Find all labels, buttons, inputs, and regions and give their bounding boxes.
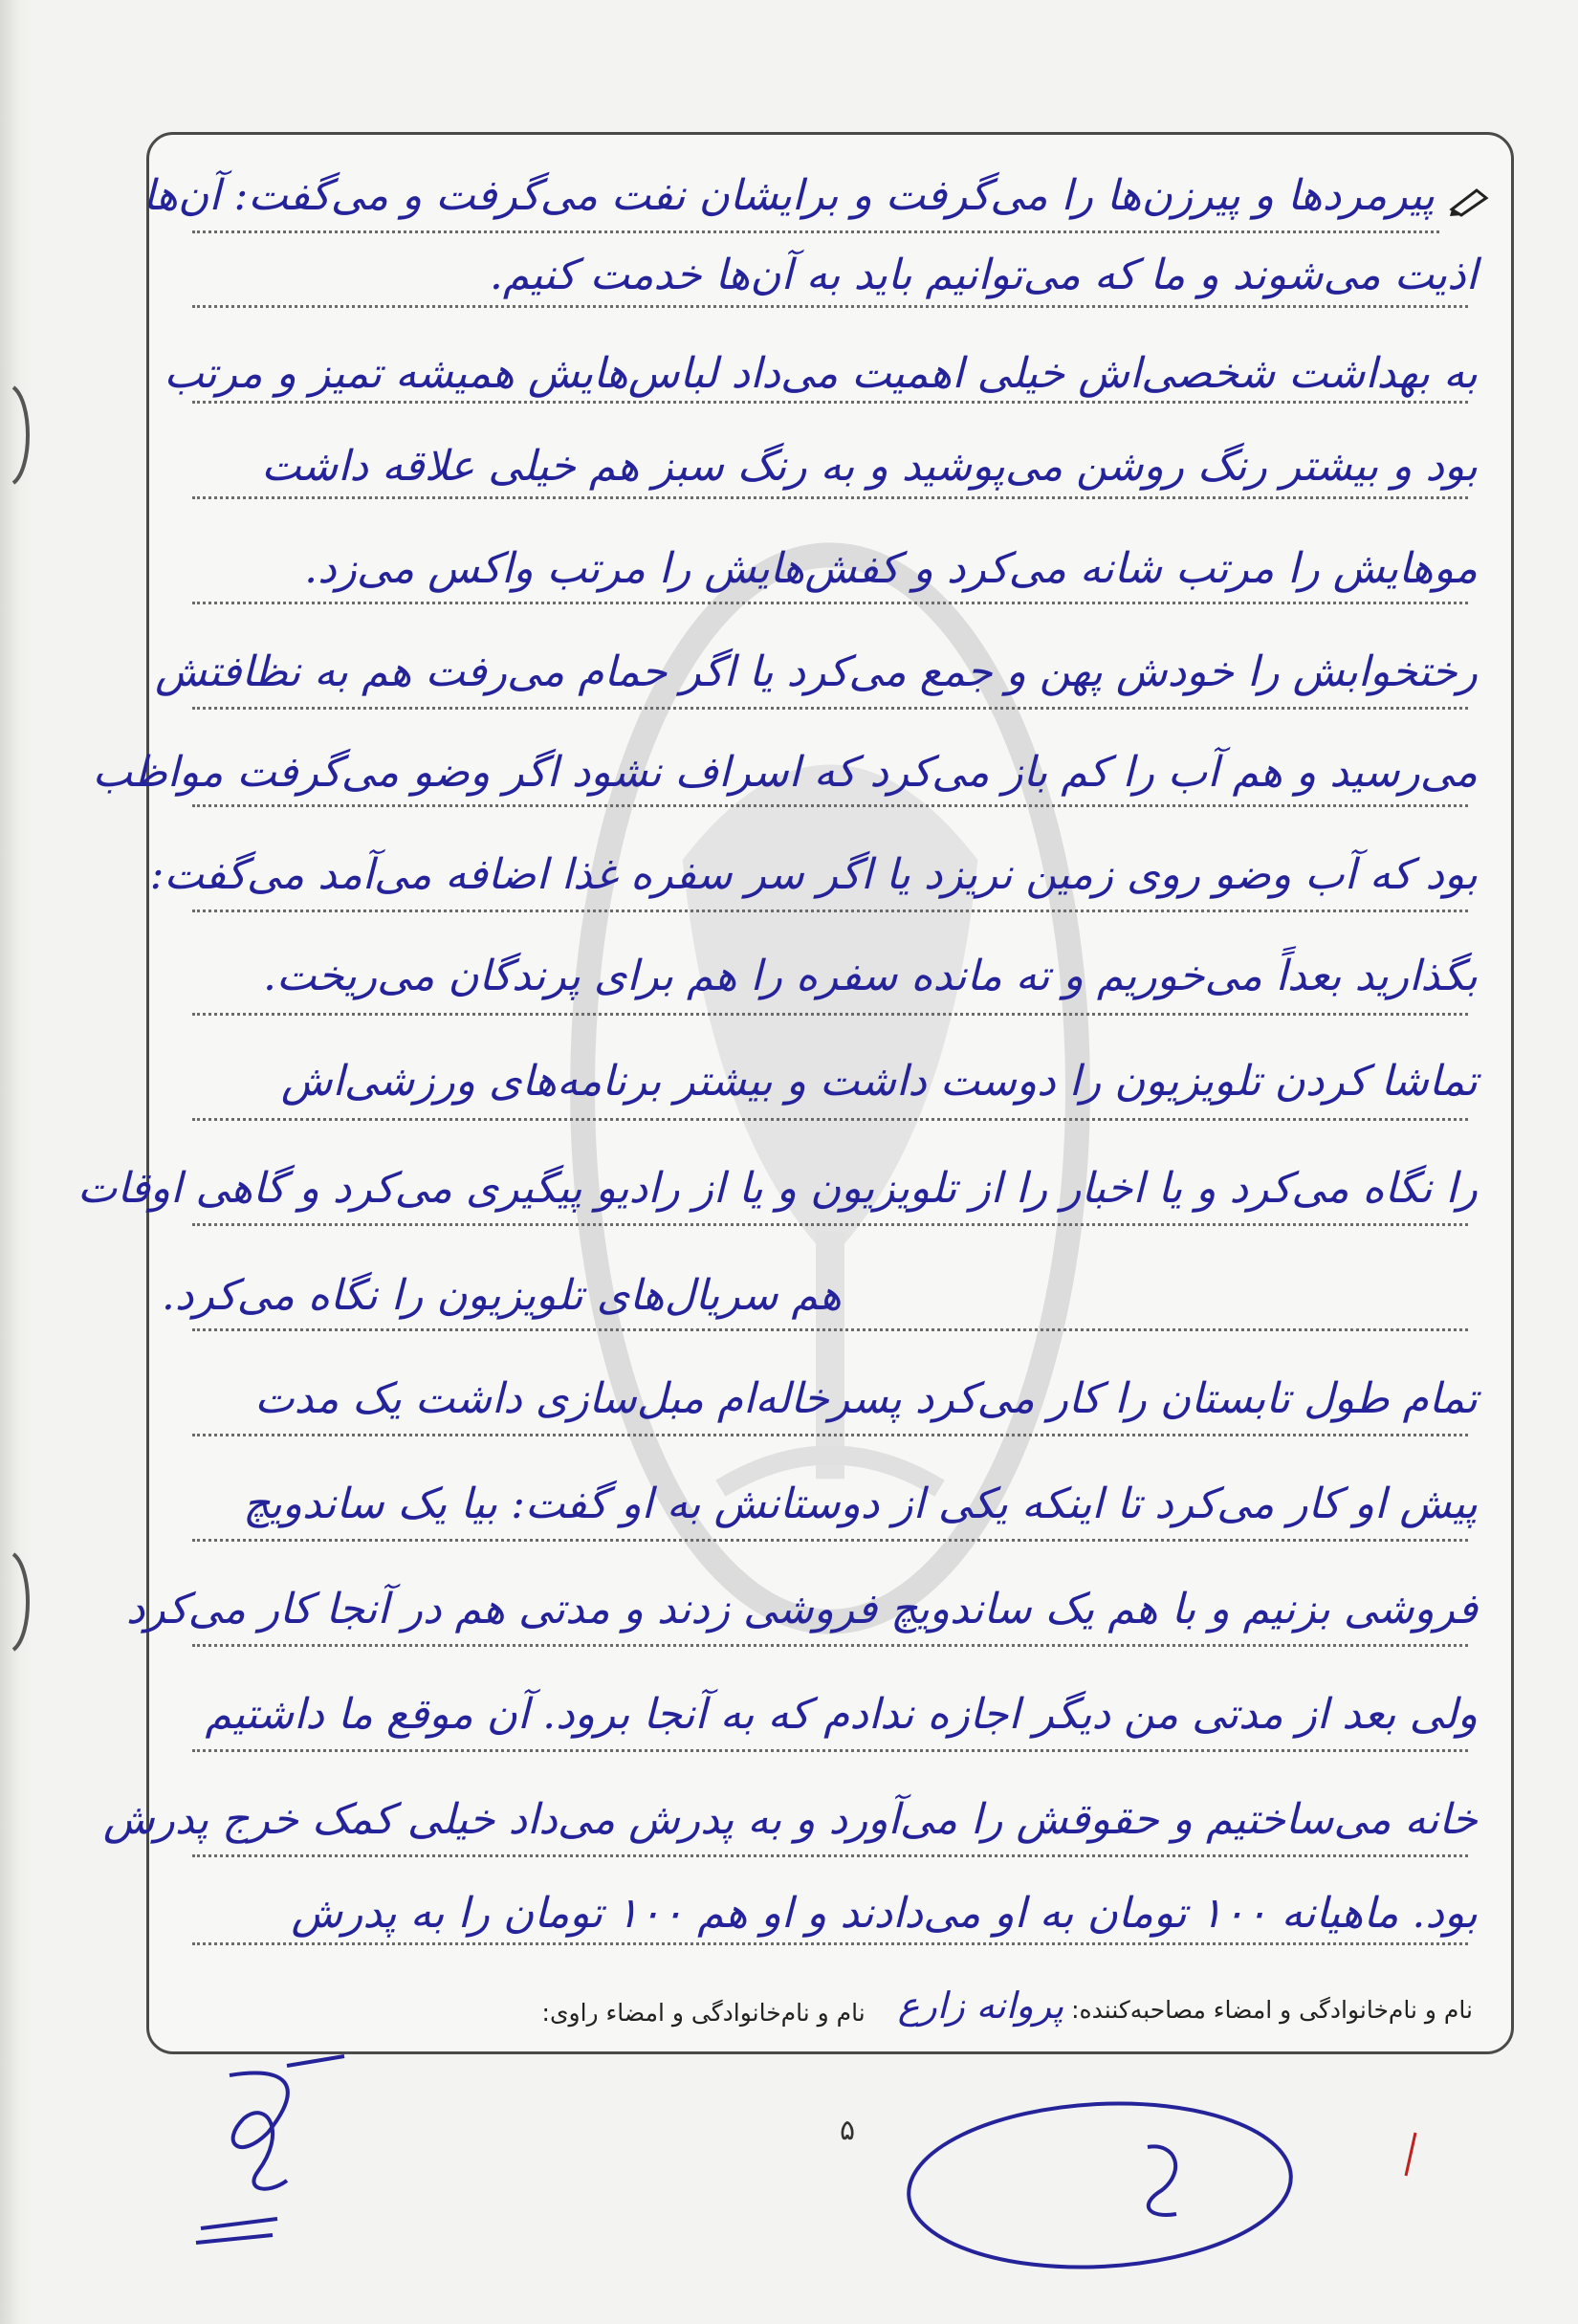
pencil-icon (1448, 185, 1492, 217)
handwritten-line: بگذارید بعداً می‌خوریم و ته مانده سفره را هم برای پرندگان می‌ریخت. (263, 952, 1478, 1000)
handwritten-line: به بهداشت شخصی‌اش خیلی اهمیت می‌داد لباس‌هایش همیشه تمیز و مرتب (164, 349, 1478, 398)
ruled-line (192, 1749, 1468, 1752)
ruled-line (192, 1854, 1468, 1857)
interviewer-label-text: نام و نام‌خانوادگی و امضاء مصاحبه‌کننده: (1071, 1996, 1473, 2024)
ruled-line (192, 1013, 1468, 1016)
staple-icon (8, 383, 36, 488)
handwritten-line: هم سریال‌های تلویزیون را نگاه می‌کرد. (161, 1271, 842, 1320)
handwritten-line: رختخوابش را خودش پهن و جمع می‌کرد یا اگر حمام می‌رفت هم به نظافتش (155, 647, 1478, 696)
handwritten-line: پیش او کار می‌کرد تا اینکه یکی از دوستانش به او گفت: بیا یک ساندویچ (243, 1480, 1478, 1528)
handwritten-line: موهایش را مرتب شانه می‌کرد و کفش‌هایش را مرتب واکس می‌زد. (304, 544, 1478, 593)
narrator-label: نام و نام‌خانوادگی و امضاء راوی: (541, 1999, 866, 2027)
page-number: ۵ (840, 2114, 856, 2147)
ruled-line (192, 230, 1439, 233)
ruled-line (192, 1539, 1468, 1542)
ruled-line (192, 1118, 1468, 1121)
handwritten-line: پیرمردها و پیرزن‌ها را می‌گرفت و برایشان نفت می‌گرفت و می‌گفت: آن‌ها (142, 171, 1435, 220)
ruled-line (192, 305, 1468, 308)
handwritten-line: بود. ماهیانه ۱۰۰ تومان به او می‌دادند و او هم ۱۰۰ تومان را به پدرش (291, 1889, 1478, 1938)
ruled-line (192, 401, 1468, 404)
signature-footer (187, 1960, 1473, 2027)
ruled-line (192, 1434, 1468, 1436)
handwritten-line: بود و بیشتر رنگ روشن می‌پوشید و به رنگ سبز هم خیلی علاقه داشت (261, 442, 1478, 491)
interviewer-name: پروانه زارع (897, 1984, 1064, 2027)
ruled-line (192, 910, 1468, 912)
handwritten-line: را نگاه می‌کرد و یا اخبار را از تلویزیون و یا از رادیو پیگیری می‌کرد و گاهی اوقات (77, 1164, 1478, 1213)
ruled-line (192, 496, 1468, 499)
ruled-line (192, 1328, 1468, 1331)
handwritten-line: بود که آب وضو روی زمین نریزد یا اگر سر سفره غذا اضافه می‌آمد می‌گفت: (149, 850, 1478, 899)
ruled-line (192, 602, 1468, 604)
binding-spine (0, 0, 33, 2324)
handwritten-line: اذیت می‌شوند و ما که می‌توانیم باید به آن‌ها خدمت کنیم. (489, 251, 1478, 299)
handwritten-line: ولی بعد از مدتی من دیگر اجازه ندادم که به آنجا برود. آن موقع ما داشتیم (205, 1690, 1478, 1739)
handwritten-line: تمام طول تابستان را کار می‌کرد پسرخاله‌ام مبل‌سازی داشت یک مدت (254, 1374, 1478, 1423)
handwritten-line: تماشا کردن تلویزیون را دوست داشت و بیشتر برنامه‌های ورزشی‌اش (280, 1057, 1478, 1106)
ruled-line (192, 1644, 1468, 1647)
ruled-line (192, 1223, 1468, 1226)
ruled-line (192, 804, 1468, 807)
ruled-line (192, 707, 1468, 710)
interviewer-signature (196, 2056, 344, 2243)
interviewer-label (898, 1984, 1473, 2027)
staple-icon (8, 1549, 36, 1655)
page-frame (77, 132, 1514, 2054)
handwritten-line: می‌رسید و هم آب را کم باز می‌کرد که اسراف نشود اگر وضو می‌گرفت مواظب (92, 748, 1478, 797)
narrator-signature (905, 2094, 1415, 2277)
ruled-line (192, 1942, 1468, 1945)
handwritten-line: فروشی بزنیم و با هم یک ساندویچ فروشی زدند و مدتی هم در آنجا کار می‌کرد (125, 1585, 1478, 1633)
handwritten-line: خانه می‌ساختیم و حقوقش را می‌آورد و به پدرش می‌داد خیلی کمک خرج پدرش (102, 1795, 1478, 1844)
